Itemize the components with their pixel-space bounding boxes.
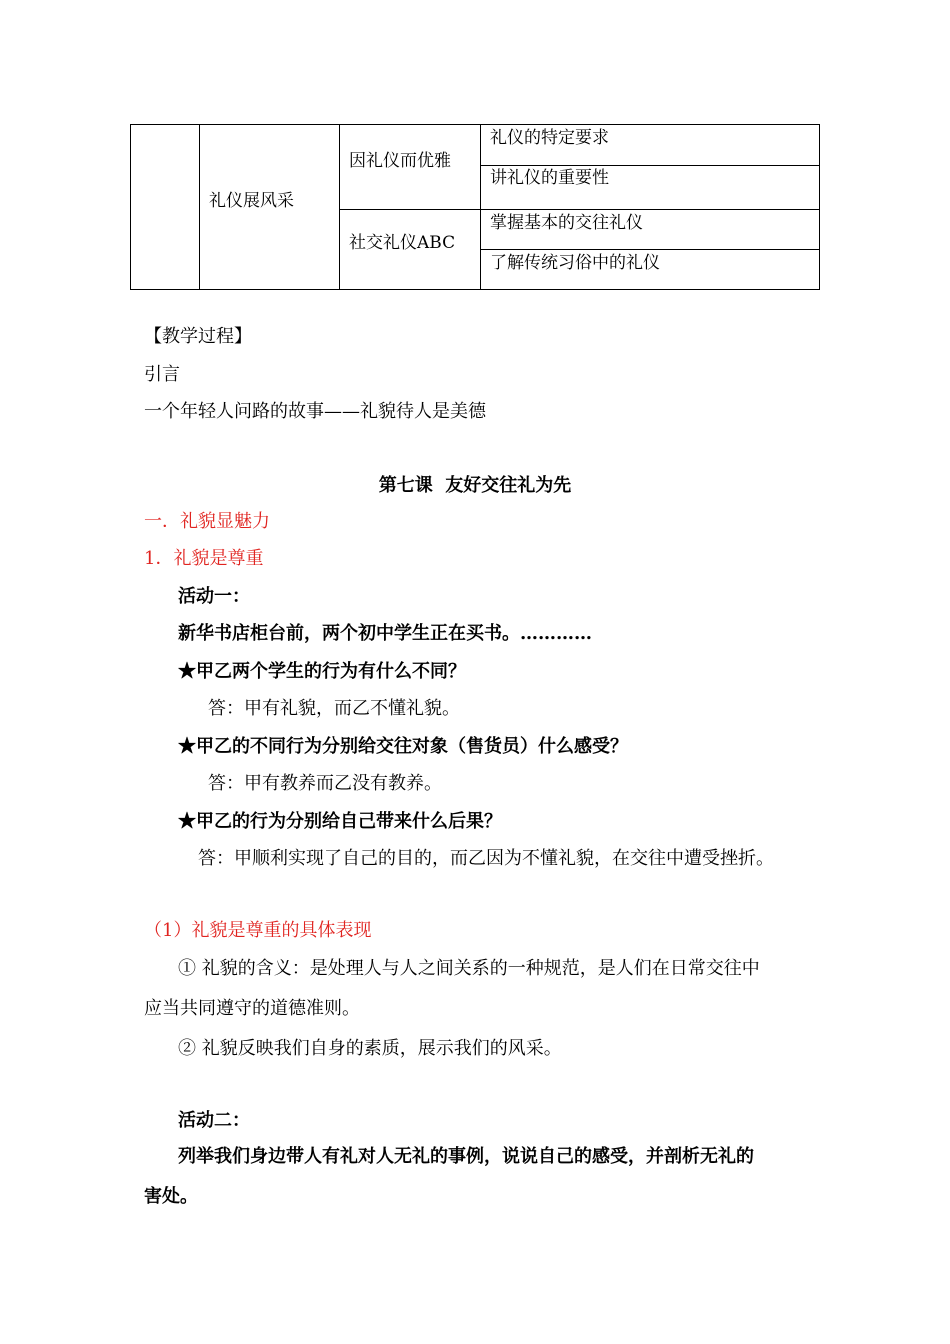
activity-prompt-continued: 害处。 (144, 1186, 198, 1207)
table-cell-item: 讲礼仪的重要性 (490, 168, 609, 188)
table-cell-topic: 礼仪展风采 (209, 191, 294, 211)
point-item: ① 礼貌的含义：是处理人与人之间关系的一种规范，是人们在日常交往中 (178, 958, 760, 979)
table-divider (480, 249, 819, 250)
point-item-continued: 应当共同遵守的道德准则。 (144, 998, 360, 1019)
outline-table (130, 124, 820, 290)
table-divider (339, 209, 819, 210)
table-cell-group-title: 因礼仪而优雅 (349, 151, 451, 171)
table-divider (339, 125, 340, 289)
table-cell-item: 了解传统习俗中的礼仪 (490, 253, 660, 273)
table-cell-item: 礼仪的特定要求 (490, 128, 609, 148)
subsection-heading: 1．礼貌是尊重 (144, 548, 264, 569)
lesson-title: 第七课 友好交往礼为先 (378, 475, 572, 496)
point-item: ② 礼貌反映我们自身的素质，展示我们的风采。 (178, 1038, 562, 1059)
activity-question: ★甲乙的不同行为分别给交往对象（售货员）什么感受？ (178, 736, 628, 757)
activity-scene: 新华书店柜台前，两个初中学生正在买书。………… (178, 623, 592, 644)
activity-question: ★甲乙两个学生的行为有什么不同？ (178, 661, 466, 682)
table-cell-item: 掌握基本的交往礼仪 (490, 213, 643, 233)
table-divider (480, 165, 819, 166)
activity-answer: 答：甲顺利实现了自己的目的，而乙因为不懂礼貌，在交往中遭受挫折。 (198, 848, 774, 869)
table-divider (199, 125, 200, 289)
activity-question: ★甲乙的行为分别给自己带来什么后果？ (178, 811, 502, 832)
activity-answer: 答：甲有礼貌，而乙不懂礼貌。 (208, 698, 460, 719)
process-heading: 【教学过程】 (144, 326, 252, 347)
section-heading: 一．礼貌显魅力 (144, 511, 270, 532)
activity-label: 活动二： (178, 1110, 250, 1131)
activity-prompt: 列举我们身边带人有礼对人无礼的事例，说说自己的感受，并剖析无礼的 (178, 1146, 754, 1167)
table-divider (480, 125, 481, 289)
activity-answer: 答：甲有教养而乙没有教养。 (208, 773, 442, 794)
point-heading: （1）礼貌是尊重的具体表现 (144, 920, 372, 941)
intro-story: 一个年轻人问路的故事——礼貌待人是美德 (144, 401, 486, 422)
table-cell-group-title: 社交礼仪ABC (349, 233, 456, 253)
activity-label: 活动一： (178, 586, 250, 607)
intro-label: 引言 (144, 364, 180, 385)
